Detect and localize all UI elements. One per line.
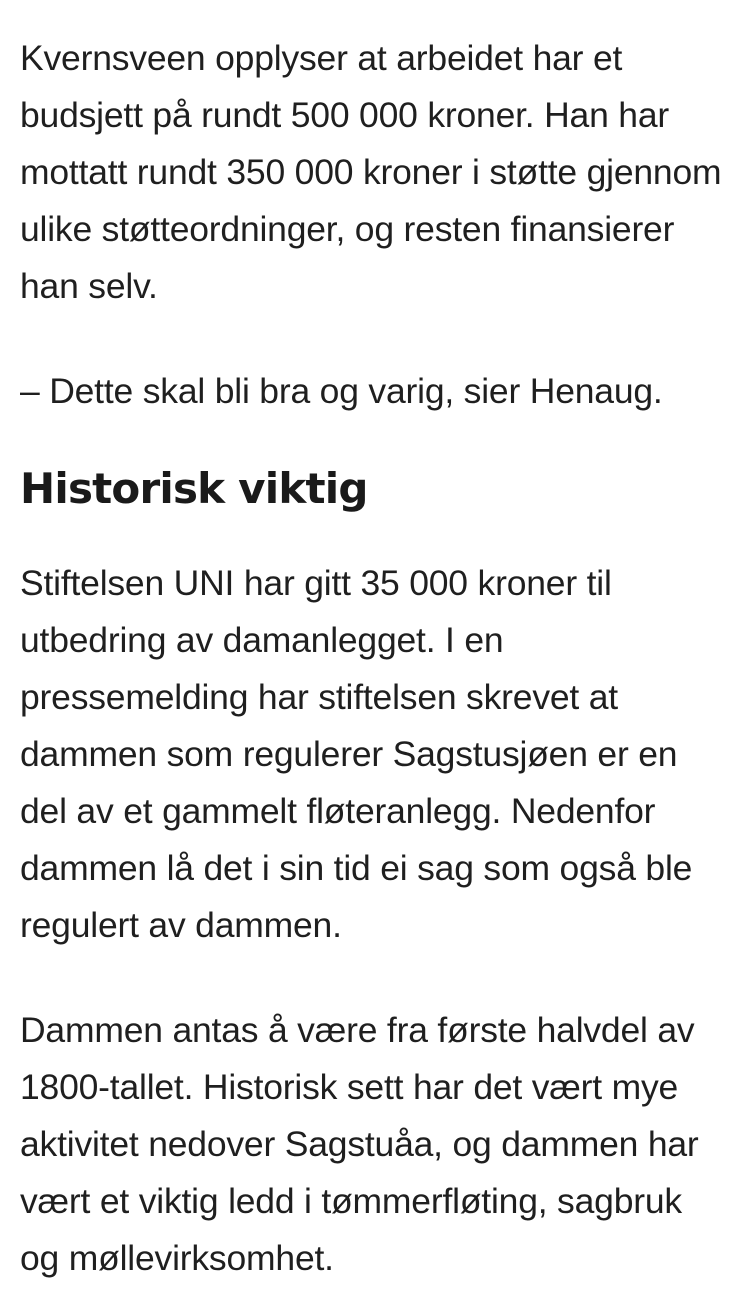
paragraph-stiftelsen: Stiftelsen UNI har gitt 35 000 kroner til utbedring av damanlegget. I en pressemelding har stiftelsen skrevet at dammen som regulerer Sagstusjøen er en del av et gammelt fløteranlegg. Nedenfor dammen lå det i sin tid ei sag som også ble regulert av dammen.: [20, 563, 693, 945]
paragraph-history: Dammen antas å være fra første halvdel av 1800-tallet. Historisk sett har det vært mye aktivitet nedover Sagstuåa, og dammen har vært et viktig ledd i tømmerfløting, sagbruk og møllevirksomhet.: [20, 1010, 699, 1278]
section-heading: Historisk viktig: [20, 464, 368, 513]
paragraph-quote: – Dette skal bli bra og varig, sier Henaug.: [20, 371, 663, 411]
paragraph-budget: Kvernsveen opplyser at arbeidet har et budsjett på rundt 500 000 kroner. Han har mottatt rundt 350 000 kroner i støtte gjennom ulike støtteordninger, og resten finansierer han selv.: [20, 38, 722, 306]
